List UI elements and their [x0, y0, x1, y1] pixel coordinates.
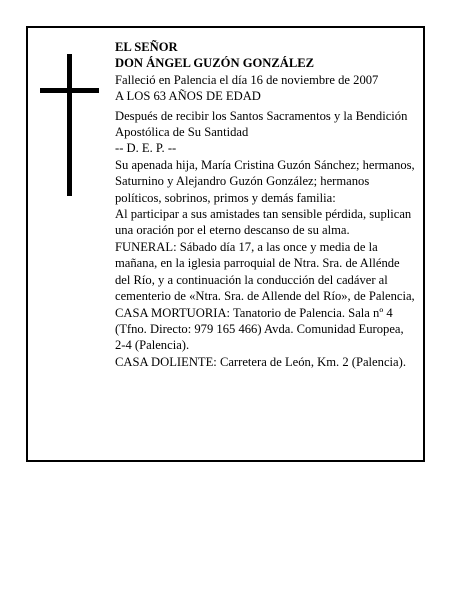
cross-icon-bar [40, 88, 99, 93]
home-text: CASA DOLIENTE: Carretera de León, Km. 2 (Palencia). [115, 354, 406, 369]
mortuary-text: CASA MORTUORIA: Tanatorio de Palencia. Sala nº 4 (Tfno. Directo: 979 165 466) Avda. Comunidad Europea, 2-4 (Palencia). [115, 305, 404, 353]
deceased-name: DON ÁNGEL GUZÓN GONZÁLEZ [115, 56, 315, 71]
sacraments-text: Después de recibir los Santos Sacramentos y la Bendición Apostólica de Su Santidad [115, 108, 408, 140]
obituary-text [115, 39, 417, 370]
request-text: Al participar a sus amistades tan sensible pérdida, suplican una oración por el eterno descanso de su alma. [115, 207, 412, 238]
dep-line: -- D. E. P. -- [115, 141, 177, 156]
death-line: Falleció en Palencia el día 16 de noviembre de 2007 [115, 72, 379, 87]
deceased-title: EL SEÑOR [115, 40, 178, 54]
family-text: Su apenada hija, María Cristina Guzón Sánchez; hermanos, Saturnino y Alejandro Guzón González; hermanos políticos, sobrinos, primos y demás familia: [115, 157, 415, 205]
funeral-text: FUNERAL: Sábado día 17, a las once y media de la mañana, en la iglesia parroquial de Ntra. Sra. de Allénde del Río, y a continuación la conducción del cadáver al cementerio de «Ntra. Sra. de Allende del Río», de Palencia, [115, 239, 415, 304]
cross-icon [67, 54, 72, 196]
obituary-notice [26, 26, 425, 462]
age-line: A LOS 63 AÑOS DE EDAD [115, 89, 261, 104]
